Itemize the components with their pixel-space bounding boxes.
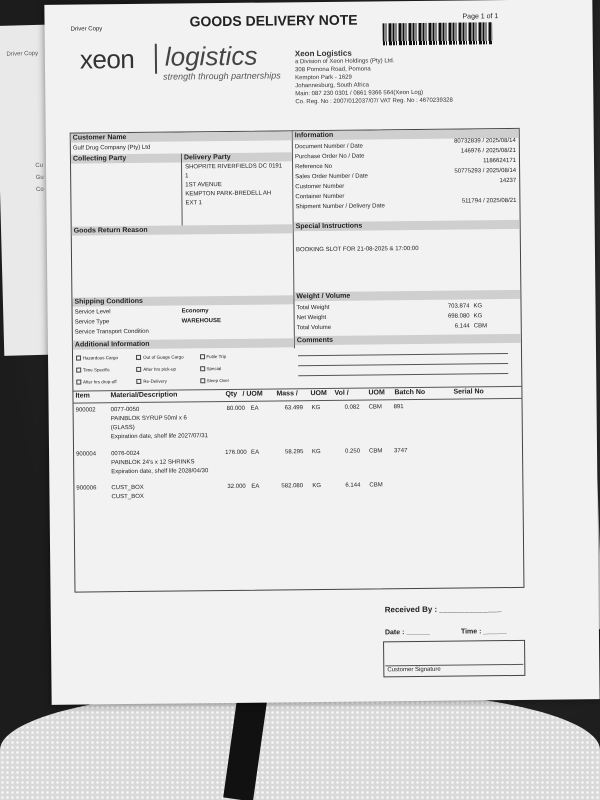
info-value: 50775293 / 2025/08/14	[454, 167, 517, 175]
delivery-note-paper	[44, 0, 599, 705]
option-label: After hrs pick-up	[143, 366, 176, 372]
row-desc: PAINBLOK 24's x 12 SHRINKS	[111, 459, 195, 467]
option-label: Hazardous Cargo	[82, 355, 119, 361]
col-vol: Vol /	[334, 389, 349, 397]
row-mass-uom: KG	[312, 449, 321, 456]
row-qty: 32.000	[227, 483, 246, 490]
col-item: Item	[75, 392, 90, 400]
delivery-line: SHOPRITE RIVERFIELDS DC 0191	[185, 163, 283, 171]
company-line: Kempton Park - 1629	[295, 74, 352, 82]
collecting-party-header: Collecting Party	[71, 153, 181, 163]
col-vol-uom: UOM	[368, 389, 385, 397]
checkbox[interactable]	[200, 378, 205, 383]
additional-options	[76, 350, 296, 388]
row-description	[111, 405, 208, 442]
info-key: Shipment Number / Delivery Date	[295, 203, 385, 211]
time-field: Time : ______	[460, 628, 507, 636]
delivery-party-header: Delivery Party	[182, 152, 292, 162]
row-vol: 0.082	[344, 404, 360, 411]
checkbox[interactable]	[200, 366, 205, 371]
col-mass-uom: UOM	[310, 389, 327, 398]
row-expiry: Expiration date, shelf life 2027/07/31	[110, 433, 208, 441]
row-qty: 80.000	[226, 405, 245, 413]
weight-key: Total Volume	[296, 324, 332, 332]
row-material: 0077-0050	[110, 406, 140, 414]
row-vol-uom: CBM	[368, 404, 382, 411]
shipping-keys	[75, 307, 149, 338]
row-mass: 582.080	[281, 483, 304, 490]
row-description	[111, 449, 208, 477]
logo-xeon: xeon	[79, 43, 135, 75]
info-key: Container Number	[295, 193, 345, 201]
weight-unit: CBM	[473, 323, 488, 330]
delivery-party-address	[185, 162, 282, 208]
company-line: Co. Reg. No : 2007/012037/07/ VAT Reg. No : 4670239328	[295, 97, 453, 106]
delivery-line: KEMPTON PARK-BREDELL AH	[185, 190, 272, 198]
information-values	[406, 136, 517, 207]
delivery-line: 1ST AVENUE	[185, 182, 222, 189]
shipping-values	[182, 306, 222, 326]
weight-key: Net Weight	[296, 314, 327, 322]
weight-unit: KG	[473, 313, 483, 320]
shipping-key: Service Type	[74, 319, 110, 326]
option-label: Out of Guage Cargo	[143, 354, 184, 360]
row-uom: EA	[251, 449, 260, 456]
weight-value: 698.080	[447, 313, 470, 320]
copy-label: Driver Copy	[70, 26, 103, 33]
info-key: Reference No	[295, 163, 333, 171]
row-material: 0076-0024	[111, 450, 140, 458]
row-vol-uom: CBM	[369, 482, 383, 489]
shipping-conditions-header: Shipping Conditions	[72, 295, 293, 306]
signature-label: Customer Signature	[387, 666, 441, 674]
information-header: Information	[293, 129, 519, 140]
info-key: Purchase Order No / Date	[294, 153, 365, 161]
delivery-line: EXT 1	[185, 200, 203, 207]
row-uom: EA	[250, 405, 259, 412]
weight-key: Total Weight	[296, 304, 330, 312]
col-batch: Batch No	[394, 388, 426, 397]
options-row	[76, 374, 296, 388]
shipping-key: Service Level	[74, 309, 111, 316]
logo-divider	[155, 44, 157, 74]
weight-unit: KG	[473, 303, 483, 310]
checkbox[interactable]	[76, 367, 81, 372]
option-label: Time Specific	[82, 367, 110, 373]
row-item: 900002	[75, 407, 96, 414]
received-by: Received By : ______________	[384, 604, 502, 615]
row-expiry: Expiration date, shelf life 2028/04/30	[111, 468, 209, 476]
col-qty: Qty	[225, 390, 238, 399]
company-name: Xeon Logistics	[294, 48, 352, 59]
goods-return-header: Goods Return Reason	[72, 224, 293, 235]
info-key: Document Number / Date	[294, 143, 363, 151]
back-sheet-row: Gu	[35, 174, 44, 181]
checkbox[interactable]	[137, 379, 142, 384]
option-label: Special	[206, 366, 222, 372]
col-mass: Mass /	[276, 390, 298, 398]
row-qty: 176.000	[225, 449, 247, 457]
row-description	[111, 484, 144, 502]
company-line: a Division of Xeon Holdings (Pty) Ltd.	[294, 58, 395, 66]
weight-value: 703.874	[447, 303, 470, 310]
company-address	[295, 48, 506, 106]
option-label: Re-Delivery	[143, 378, 167, 384]
special-instructions-text: BOOKING SLOT FOR 21-08-2025 & 17:00:00	[295, 245, 419, 254]
checkbox[interactable]	[76, 355, 81, 360]
row-desc: CUST_BOX	[111, 493, 144, 501]
barcode-icon	[383, 22, 493, 45]
weight-values	[407, 301, 469, 332]
info-key: Customer Number	[295, 183, 345, 191]
company-line: Main: 087 230 0301 / 0861 9366 564(Xeon Log)	[295, 89, 424, 98]
col-material: Material/Description	[110, 391, 178, 400]
shipping-value: Economy	[181, 308, 209, 315]
row-desc: PAINBLOK SYRUP 50ml x 6	[110, 415, 187, 423]
row-mass: 58.295	[285, 449, 304, 456]
option-label: Sleep Over	[206, 377, 230, 384]
shipping-key: Service Transport Condition	[74, 328, 149, 336]
checkbox[interactable]	[136, 355, 141, 360]
info-value: 14237	[499, 177, 517, 185]
col-uom: / UOM	[242, 390, 263, 398]
checkbox[interactable]	[76, 379, 81, 384]
back-sheet-label: Driver Copy	[6, 50, 39, 58]
info-value: 511794 / 2025/08/21	[461, 197, 517, 205]
customer-name-value: Gulf Drug Company (Pty) Ltd	[72, 144, 151, 152]
weight-units	[473, 301, 487, 331]
row-item: 900006	[76, 485, 97, 492]
comments-header: Comments	[295, 334, 521, 345]
mesh-fabric	[0, 690, 600, 800]
document-title: GOODS DELIVERY NOTE	[189, 11, 358, 30]
weight-keys	[296, 303, 331, 333]
row-vol: 6.144	[345, 482, 361, 489]
col-serial: Serial No	[453, 388, 484, 396]
weight-value: 6.144	[454, 323, 470, 330]
row-mass: 63.499	[284, 405, 303, 412]
info-key: Sales Order Number / Date	[295, 173, 368, 181]
additional-info-header: Additional Information	[73, 338, 294, 349]
date-field: Date : ______	[384, 628, 430, 637]
row-mass-uom: KG	[312, 483, 322, 490]
row-vol: 0.250	[345, 448, 361, 455]
row-item: 900004	[76, 451, 97, 458]
delivery-line: 1	[185, 173, 189, 180]
checkbox[interactable]	[136, 367, 141, 372]
option-label: After hrs drop-off	[82, 379, 117, 385]
row-desc2: (GLASS)	[110, 424, 135, 432]
row-material: CUST_BOX	[111, 484, 144, 492]
checkbox[interactable]	[200, 354, 205, 359]
info-value: 1186624171	[483, 157, 517, 165]
weight-volume-header: Weight / Volume	[294, 290, 520, 301]
back-sheet-row: Co	[35, 186, 44, 193]
info-value: 146976 / 2025/08/21	[460, 147, 516, 155]
row-uom: EA	[251, 483, 260, 490]
company-line: Johannesburg, South Africa	[295, 82, 369, 90]
information-keys	[295, 141, 385, 212]
back-sheet-row: Cu	[35, 162, 44, 169]
customer-name-header: Customer Name	[71, 131, 292, 142]
row-vol-uom: CBM	[369, 448, 383, 455]
row-batch: 891	[393, 404, 404, 411]
company-line: 308 Pomona Road, Pomona	[295, 66, 371, 74]
page-number: Page 1 of 1	[462, 13, 499, 21]
shipping-value: WAREHOUSE	[181, 318, 222, 325]
logo-tagline: strength through partnerships	[163, 70, 281, 82]
row-batch: 3747	[394, 448, 408, 455]
option-label: Futile Trip	[206, 354, 227, 360]
info-value: 80732839 / 2025/08/14	[454, 137, 516, 145]
special-instructions-header: Special Instructions	[294, 220, 520, 231]
row-mass-uom: KG	[311, 405, 321, 412]
logo-logistics: logistics	[164, 40, 258, 72]
